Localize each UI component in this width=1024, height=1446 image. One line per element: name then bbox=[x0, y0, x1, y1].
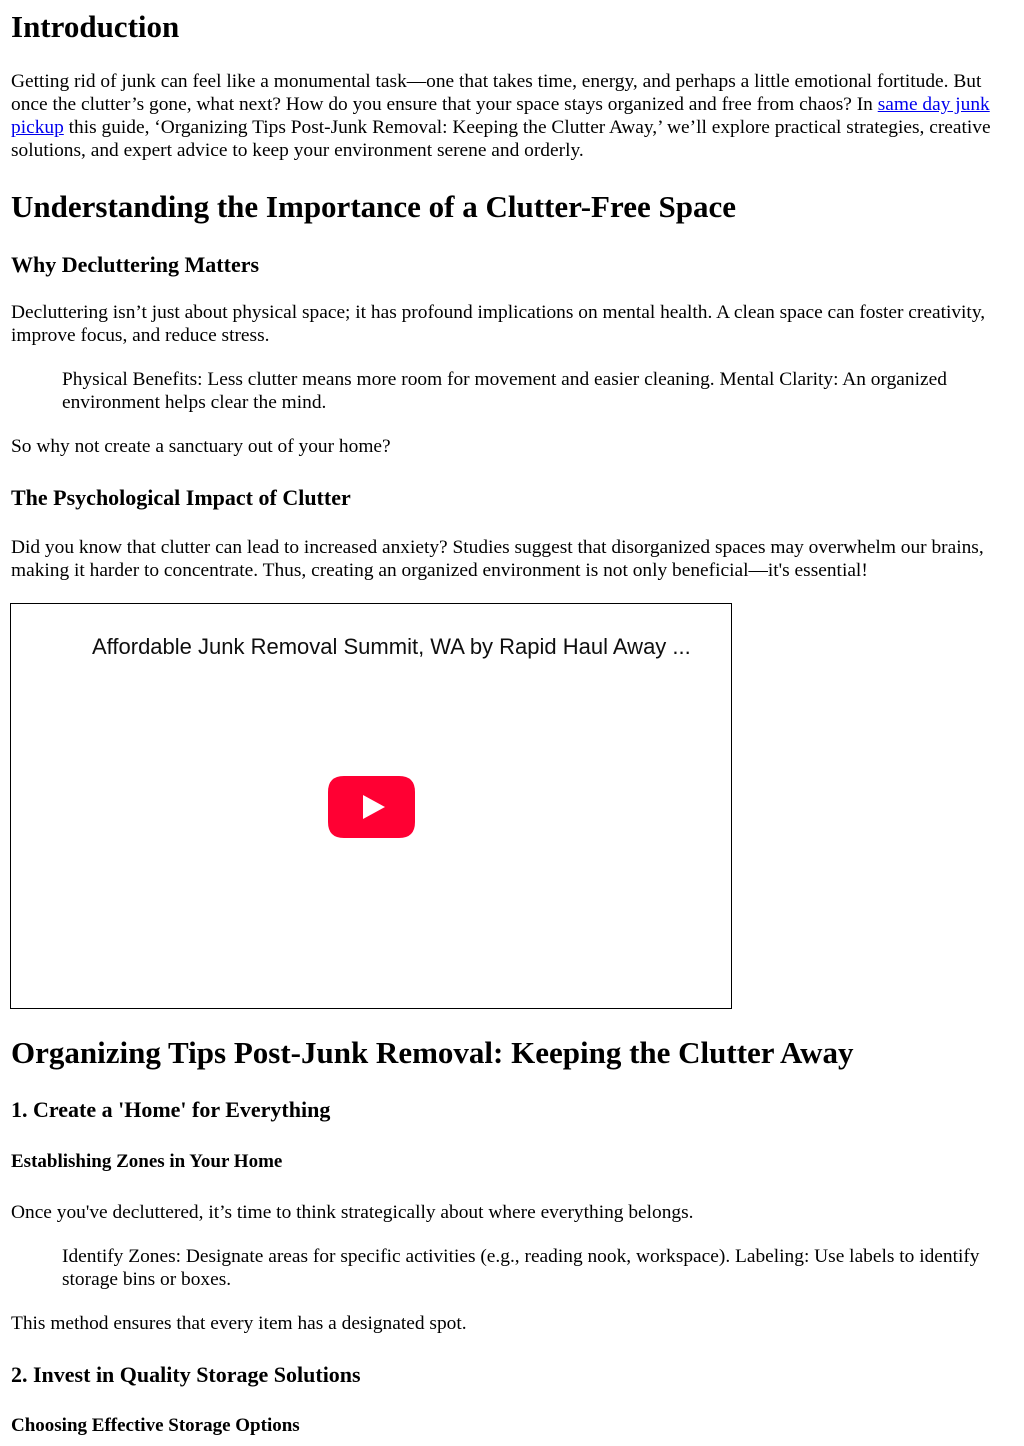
heading-establishing-zones: Establishing Zones in Your Home bbox=[11, 1151, 283, 1172]
video-embed[interactable] bbox=[10, 603, 732, 1009]
intro-text-before: Getting rid of junk can feel like a monumental task—one that takes time, energy, and perhaps a little emotional fortitude. But once the clutter’s gone, what next? How do you ensure that your space stays organized and free from chaos? In bbox=[11, 71, 982, 115]
video-title[interactable]: Affordable Junk Removal Summit, WA by Rapid Haul Away ... bbox=[92, 634, 691, 659]
intro-paragraph bbox=[11, 70, 1013, 162]
heading-quality-storage: 2. Invest in Quality Storage Solutions bbox=[11, 1362, 361, 1387]
heading-choosing-storage: Choosing Effective Storage Options bbox=[11, 1415, 300, 1436]
heading-psychological-impact: The Psychological Impact of Clutter bbox=[11, 485, 351, 510]
intro-text-after: this guide, ‘Organizing Tips Post-Junk Removal: Keeping the Clutter Away,’ we’ll explore practical strategies, creative solutions, and expert advice to keep your environment serene and orderly. bbox=[11, 117, 991, 161]
why-indented-list: Physical Benefits: Less clutter means more room for movement and easier cleaning. Mental Clarity: An organized environment helps clear the mind. bbox=[62, 369, 947, 413]
heading-create-home: 1. Create a 'Home' for Everything bbox=[11, 1097, 331, 1122]
zones-indented-list: Identify Zones: Designate areas for specific activities (e.g., reading nook, workspace). Labeling: Use labels to identify storage bins or boxes. bbox=[62, 1246, 980, 1290]
heading-introduction: Introduction bbox=[11, 9, 180, 44]
heading-why-decluttering: Why Decluttering Matters bbox=[11, 252, 260, 277]
zones-paragraph: Once you've decluttered, it’s time to think strategically about where everything belongs. bbox=[11, 1202, 694, 1223]
sanctuary-paragraph: So why not create a sanctuary out of your home? bbox=[11, 436, 391, 457]
play-icon[interactable] bbox=[328, 776, 415, 838]
heading-understanding: Understanding the Importance of a Clutter-Free Space bbox=[11, 189, 736, 224]
heading-organizing-tips: Organizing Tips Post-Junk Removal: Keeping the Clutter Away bbox=[11, 1035, 854, 1070]
same-day-junk-pickup-link[interactable]: same day junk pickup bbox=[11, 94, 990, 138]
psych-paragraph: Did you know that clutter can lead to increased anxiety? Studies suggest that disorganized spaces may overwhelm our brains, making it harder to concentrate. Thus, creating an organized environment is not only beneficial—it's essential! bbox=[11, 537, 984, 581]
method-paragraph: This method ensures that every item has a designated spot. bbox=[11, 1313, 467, 1334]
why-paragraph: Decluttering isn’t just about physical space; it has profound implications on mental health. A clean space can foster creativity, improve focus, and reduce stress. bbox=[11, 302, 986, 346]
